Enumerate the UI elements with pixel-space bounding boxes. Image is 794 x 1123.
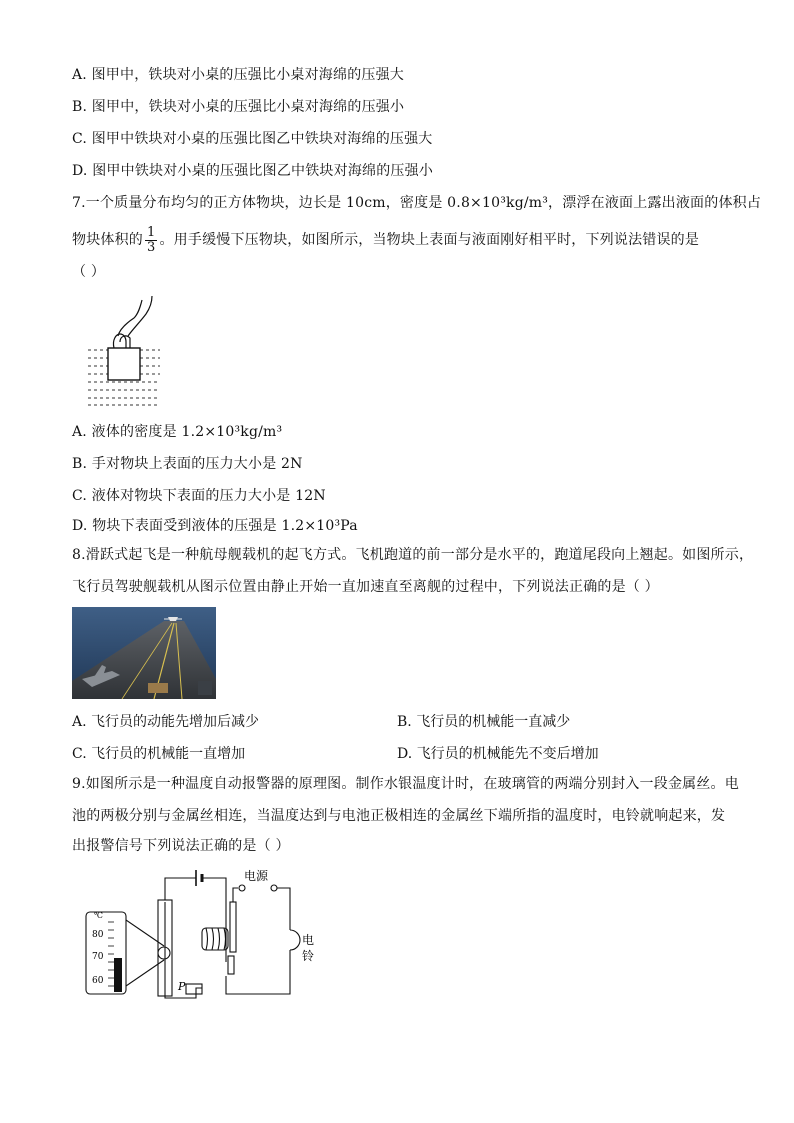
q6-option-c[interactable]: C. 图甲中铁块对小桌的压强比图乙中铁块对海绵的压强大 (72, 131, 433, 147)
q8-option-d[interactable]: D. 飞行员的机械能先不变后增加 (397, 746, 599, 762)
bell-icon (290, 930, 300, 950)
q9-stem-line1: 9.如图所示是一种温度自动报警器的原理图。制作水银温度计时，在玻璃管的两端分别封入一段金属丝。电 (72, 776, 739, 792)
contact (228, 956, 234, 974)
fraction-denominator: 3 (147, 239, 156, 255)
q6-option-d[interactable]: D. 图甲中铁块对小桌的压强比图乙中铁块对海绵的压强小 (72, 163, 434, 179)
hand-icon (113, 296, 152, 348)
q7-fraction (145, 226, 157, 255)
q7-stem-post: 。用手缓慢下压物块，如图所示，当物块上表面与液面刚好相平时，下列说法错误的是 (159, 232, 700, 248)
q7-stem-pre: 物块体积的 (72, 232, 143, 248)
deck-equipment (148, 683, 168, 693)
q9-stem-line3: 出报警信号下列说法正确的是（ ） (72, 838, 290, 854)
tick-70: 70 (92, 952, 104, 962)
armature (230, 902, 236, 952)
q9-stem-line2: 池的两极分别与金属丝相连，当温度达到与电池正极相连的金属丝下端所指的温度时，电铃就响起来，发 (72, 808, 726, 824)
q8-stem-line2: 飞行员驾驶舰载机从图示位置由静止开始一直加速直至离舰的过程中，下列说法正确的是（ ） (72, 579, 659, 595)
mercury-column (114, 958, 122, 992)
q8-stem-line1: 8.滑跃式起飞是一种航母舰载机的起飞方式。飞机跑道的前一部分是水平的，跑道尾段向上翘起。如图所示， (72, 547, 754, 563)
p-label: P (178, 980, 186, 993)
q6-option-a[interactable]: A. 图甲中，铁块对小桌的压强比小桌对海绵的压强大 (72, 67, 405, 83)
q8-option-a[interactable]: A. 飞行员的动能先增加后减少 (72, 714, 260, 730)
scale-unit: ℃ (94, 911, 103, 920)
q7-stem-line2 (72, 225, 699, 255)
q6-option-b[interactable]: B. 图甲中，铁块对小桌的压强比小桌对海绵的压强小 (72, 99, 405, 115)
bell-label-2: 铃 (302, 949, 315, 963)
tick-80: 80 (92, 930, 104, 940)
q7-stem-line1: 7.一个质量分布均匀的正方体物块，边长是 10cm，密度是 0.8×10³kg/m³，漂浮在液面上露出液面的体积占 (72, 195, 762, 211)
q7-answer-bracket: （ ） (72, 264, 106, 280)
q8-option-c[interactable]: C. 飞行员的机械能一直增加 (72, 746, 246, 762)
q7-option-d[interactable]: D. 物块下表面受到液体的压强是 1.2×10³Pa (72, 518, 358, 534)
bell-label-1: 电 (302, 933, 315, 947)
q9-figure-alarm-circuit (78, 866, 318, 1002)
fraction-numerator: 1 (147, 224, 156, 240)
tick-60: 60 (92, 976, 104, 986)
q8-figure-carrier-photo (72, 607, 216, 699)
q8-option-b[interactable]: B. 飞行员的机械能一直减少 (397, 714, 571, 730)
cube-block (108, 348, 140, 380)
q7-option-c[interactable]: C. 液体对物块下表面的压力大小是 12N (72, 488, 326, 504)
electromagnet-coil (202, 928, 228, 950)
magnifier-circle (158, 947, 170, 959)
scale-ticks (108, 922, 114, 986)
power-label: 电源 (244, 869, 269, 883)
q7-option-b[interactable]: B. 手对物块上表面的压力大小是 2N (72, 456, 303, 472)
q7-option-a[interactable]: A. 液体的密度是 1.2×10³kg/m³ (72, 424, 283, 440)
q7-figure-cube-in-liquid (84, 292, 164, 410)
